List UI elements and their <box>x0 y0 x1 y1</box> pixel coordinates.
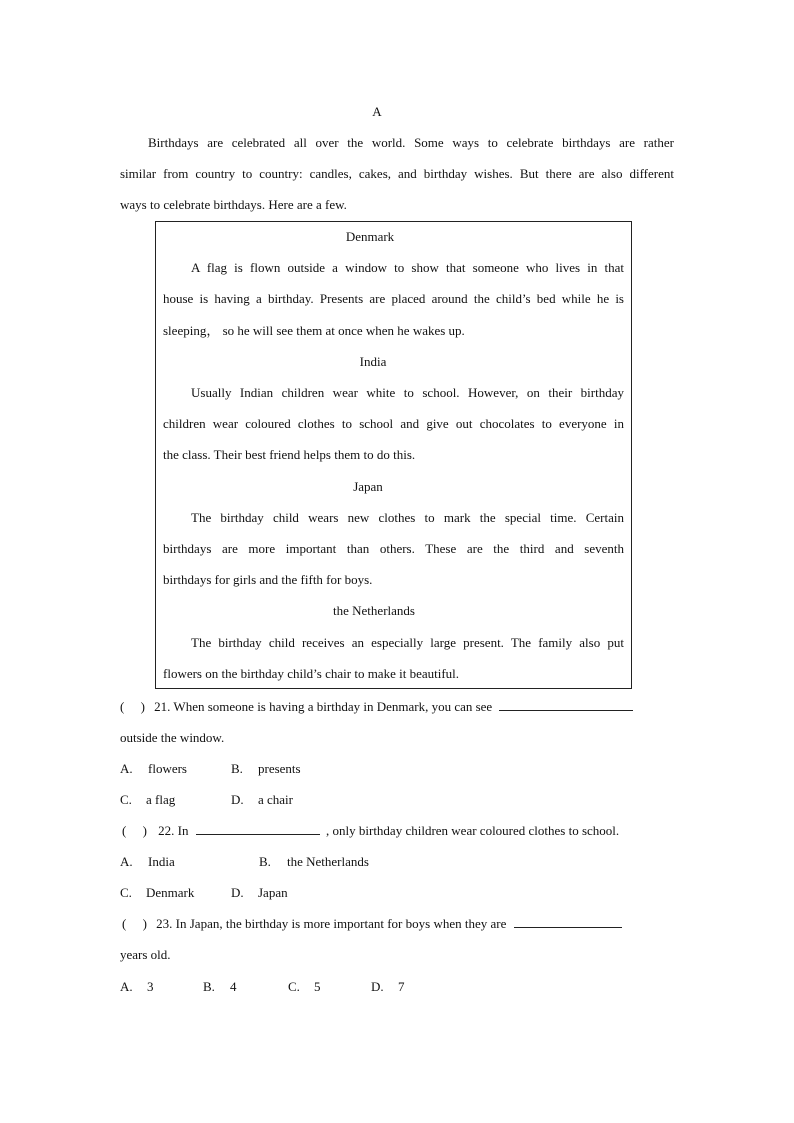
q23-option-d-letter: D. <box>371 979 384 994</box>
q22-option-c[interactable]: Denmark <box>146 885 195 900</box>
question-23 <box>122 916 622 932</box>
q22-option-d[interactable]: Japan <box>258 885 288 900</box>
q22-option-d-letter: D. <box>231 885 244 900</box>
japan-line-2: birthdays are more important than others. These are the third and seventh <box>163 541 624 556</box>
q21-option-c-letter: C. <box>120 792 132 807</box>
q21-option-a-letter: A. <box>120 761 133 776</box>
q21-option-b-letter: B. <box>231 761 243 776</box>
q21-option-d[interactable]: a chair <box>258 792 294 807</box>
heading-japan: Japan <box>353 479 383 494</box>
india-line-2: children wear coloured clothes to school and give out chocolates to everyone in <box>163 416 624 431</box>
q21-option-b[interactable]: presents <box>258 761 301 776</box>
denmark-line-3: sleeping， so he will see them at once when he wakes up. <box>163 323 465 338</box>
denmark-line-2: house is having a birthday. Presents are placed around the child’s bed while he is <box>163 291 624 306</box>
india-line-3: the class. Their best friend helps them to do this. <box>163 447 416 462</box>
q21-option-c[interactable]: a flag <box>146 792 176 807</box>
question-21-continuation: outside the window. <box>120 730 225 745</box>
question-22 <box>122 823 619 839</box>
q23-option-b-letter: B. <box>203 979 215 994</box>
intro-line-3: ways to celebrate birthdays. Here are a few. <box>120 197 347 212</box>
q22-option-a[interactable]: India <box>148 854 175 869</box>
q21-option-a[interactable]: flowers <box>148 761 187 776</box>
india-line-1: Usually Indian children wear white to school. However, on their birthday <box>191 385 624 400</box>
q22-option-b[interactable]: the Netherlands <box>287 854 369 869</box>
netherlands-line-2: flowers on the birthday child’s chair to make it beautiful. <box>163 666 460 681</box>
q22-option-c-letter: C. <box>120 885 132 900</box>
japan-line-1: The birthday child wears new clothes to mark the special time. Certain <box>191 510 624 525</box>
intro-line-2: similar from country to country: candles, cakes, and birthday wishes. But there are also different <box>120 166 674 181</box>
q23-option-a-letter: A. <box>120 979 133 994</box>
q23-option-d[interactable]: 7 <box>398 979 405 994</box>
q21-option-d-letter: D. <box>231 792 244 807</box>
answer-blank-21[interactable] <box>499 699 633 711</box>
question-23-text: 23. In Japan, the birthday is more important for boys when they are <box>156 916 507 931</box>
intro-line-1: Birthdays are celebrated all over the world. Some ways to celebrate birthdays are rather <box>148 135 674 150</box>
q22-option-b-letter: B. <box>259 854 271 869</box>
question-21 <box>120 699 633 715</box>
heading-netherlands: the Netherlands <box>333 603 415 618</box>
question-22-text-before: 22. In <box>158 823 189 838</box>
answer-paren-21[interactable]: ( ) <box>120 699 145 714</box>
answer-blank-23[interactable] <box>514 916 622 928</box>
question-21-text: 21. When someone is having a birthday in Denmark, you can see <box>154 699 493 714</box>
section-label: A <box>372 104 382 119</box>
q23-option-b[interactable]: 4 <box>230 979 237 994</box>
q22-option-a-letter: A. <box>120 854 133 869</box>
answer-blank-22[interactable] <box>196 823 320 835</box>
answer-paren-23[interactable]: ( ) <box>122 916 147 931</box>
q23-option-c-letter: C. <box>288 979 300 994</box>
denmark-line-1: A flag is flown outside a window to show that someone who lives in that <box>191 260 624 275</box>
question-22-text-after: , only birthday children wear coloured clothes to school. <box>326 823 620 838</box>
japan-line-3: birthdays for girls and the fifth for boys. <box>163 572 373 587</box>
heading-india: India <box>359 354 387 369</box>
question-23-continuation: years old. <box>120 947 171 962</box>
heading-denmark: Denmark <box>345 229 395 244</box>
netherlands-line-1: The birthday child receives an especially large present. The family also put <box>191 635 624 650</box>
q23-option-c[interactable]: 5 <box>314 979 321 994</box>
q23-option-a[interactable]: 3 <box>147 979 154 994</box>
answer-paren-22[interactable]: ( ) <box>122 823 147 838</box>
